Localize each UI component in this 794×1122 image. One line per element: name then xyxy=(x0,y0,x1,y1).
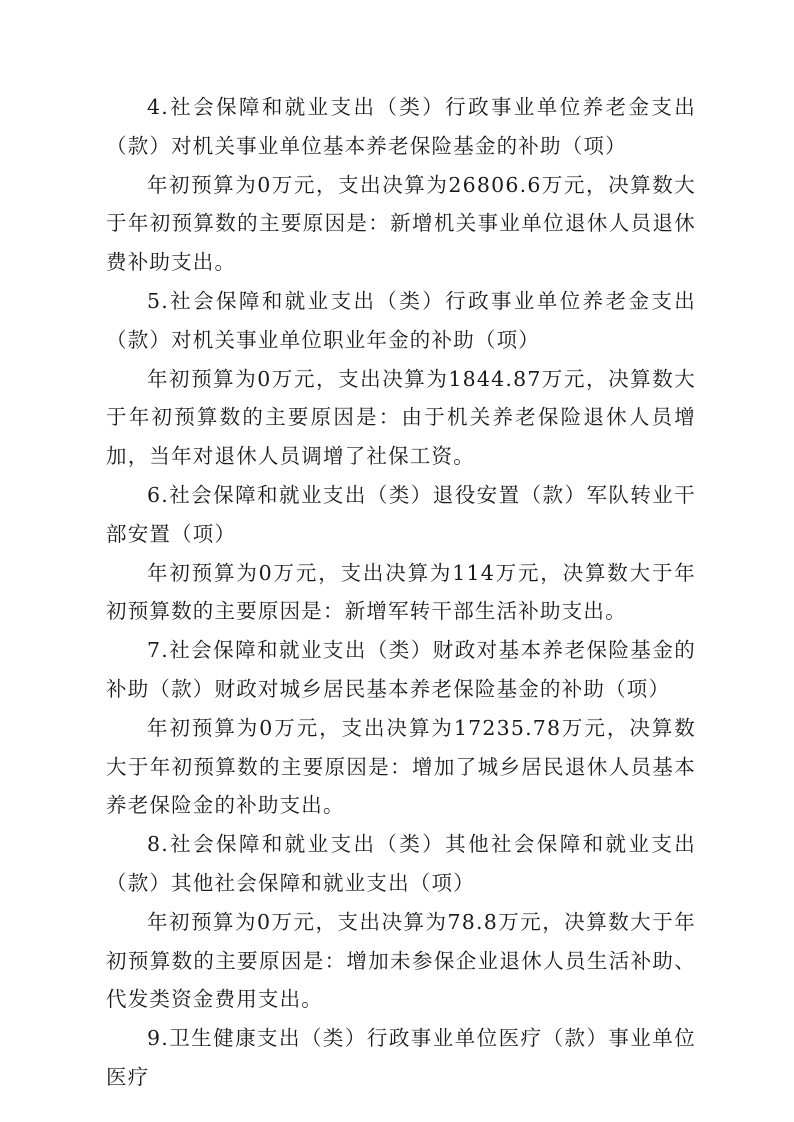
document-body xyxy=(106,88,696,1097)
item-5-heading: 5.社会保障和就业支出（类）行政事业单位养老金支出（款）对机关事业单位职业年金的补助（项） xyxy=(106,288,696,352)
item-5-explanation: 年初预算为0万元，支出决算为1844.87万元，决算数大于年初预算数的主要原因是：由于机关养老保险退休人员增加，当年对退休人员调增了社保工资。 xyxy=(106,366,696,469)
item-7-explanation: 年初预算为0万元，支出决算为17235.78万元，决算数大于年初预算数的主要原因是：增加了城乡居民退休人员基本养老保险金的补助支出。 xyxy=(106,715,696,818)
item-8-heading: 8.社会保障和就业支出（类）其他社会保障和就业支出（款）其他社会保障和就业支出（项） xyxy=(106,832,696,895)
item-6-heading: 6.社会保障和就业支出（类）退役安置（款）军队转业干部安置（项） xyxy=(106,482,696,546)
item-8-explanation: 年初预算为0万元，支出决算为78.8万元，决算数大于年初预算数的主要原因是：增加未参保企业退休人员生活补助、代发类资金费用支出。 xyxy=(106,909,696,1012)
item-4-explanation: 年初预算为0万元，支出决算为26806.6万元，决算数大于年初预算数的主要原因是：新增机关事业单位退休人员退休费补助支出。 xyxy=(106,172,696,275)
item-9-heading: 9.卫生健康支出（类）行政事业单位医疗（款）事业单位医疗 xyxy=(106,1026,696,1089)
item-6-explanation: 年初预算为0万元，支出决算为114万元，决算数大于年初预算数的主要原因是：新增军转干部生活补助支出。 xyxy=(106,560,696,624)
item-7-heading: 7.社会保障和就业支出（类）财政对基本养老保险基金的补助（款）财政对城乡居民基本养老保险基金的补助（项） xyxy=(106,638,696,701)
item-4-heading: 4.社会保障和就业支出（类）行政事业单位养老金支出（款）对机关事业单位基本养老保险基金的补助（项） xyxy=(106,95,696,158)
